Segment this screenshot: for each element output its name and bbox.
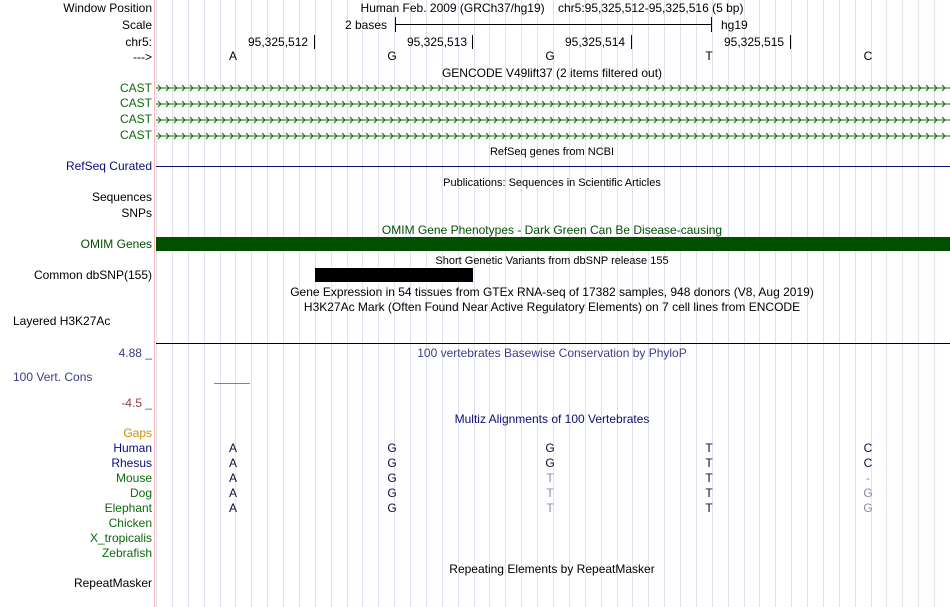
window-position-text[interactable]: Human Feb. 2009 (GRCh37/hg19) chr5:95,325,512-95,325,516 (5 bp) [360, 1, 744, 15]
gencode-gene-line[interactable] [156, 101, 950, 107]
assembly-label: hg19 [721, 18, 748, 32]
h3k27ac-baseline [156, 343, 950, 344]
repeatmasker-label[interactable]: RepeatMasker [73, 576, 152, 590]
alignment-base: G [387, 501, 397, 515]
alignment-base: T [546, 471, 554, 485]
base-4: T [705, 49, 713, 63]
omim-gene-bar[interactable] [156, 237, 950, 251]
scale-label: Scale [121, 18, 152, 32]
alignment-base: G [545, 456, 555, 470]
ruler-tick-1 [314, 35, 315, 49]
dbsnp-label[interactable]: Common dbSNP(155) [33, 268, 152, 282]
alignment-base: T [705, 486, 713, 500]
alignment-base: A [228, 501, 237, 515]
ruler-tick-2 [472, 35, 473, 49]
species-label-chicken[interactable]: Chicken [108, 516, 152, 530]
gaps-label[interactable]: Gaps [123, 426, 152, 440]
alignment-base: G [863, 486, 873, 500]
alignment-base: T [546, 486, 554, 500]
phylop-min-label: -4.5 _ [121, 396, 152, 410]
chrom-label: chr5: [125, 35, 152, 49]
base-1: A [228, 49, 237, 63]
scale-bar-left-tick [395, 17, 396, 32]
scale-text: 2 bases [345, 18, 388, 32]
alignment-base: C [863, 456, 873, 470]
alignment-base: T [546, 501, 554, 515]
species-label-elephant[interactable]: Elephant [104, 501, 152, 515]
alignment-base: T [705, 441, 713, 455]
alignment-base: G [545, 441, 555, 455]
phylop-label[interactable]: 100 Vert. Cons [13, 370, 93, 384]
scale-bar [395, 24, 711, 25]
alignment-base: T [705, 471, 713, 485]
refseq-gene-line[interactable] [156, 166, 950, 167]
phylop-track-title[interactable]: 100 vertebrates Basewise Conservation by PhyloP [417, 346, 687, 360]
alignment-base: G [863, 501, 873, 515]
omim-track-title[interactable]: OMIM Gene Phenotypes - Dark Green Can Be Disease-causing [381, 223, 723, 237]
window-position-label: Window Position [63, 1, 152, 15]
species-label-rhesus[interactable]: Rhesus [111, 456, 152, 470]
alignment-base: A [228, 441, 237, 455]
ruler-position-4: 95,325,515 [724, 35, 785, 49]
gencode-gene-lines[interactable] [156, 80, 950, 144]
multiz-track-title[interactable]: Multiz Alignments of 100 Vertebrates [454, 412, 650, 426]
gencode-track-title[interactable]: GENCODE V49lift37 (2 items filtered out) [441, 66, 663, 80]
h3k27ac-track-title[interactable]: H3K27Ac Mark (Often Found Near Active Regulatory Elements) on 7 cell lines from ENCODE [303, 300, 801, 314]
scale-bar-right-tick [711, 17, 712, 32]
dbsnp-track-title[interactable]: Short Genetic Variants from dbSNP release 155 [435, 255, 669, 267]
ruler-tick-4 [790, 35, 791, 49]
gencode-item-3-label[interactable]: CAST [119, 112, 152, 126]
base-3: G [545, 49, 555, 63]
alignment-base: A [228, 456, 237, 470]
alignment-base: A [228, 486, 237, 500]
ruler-position-2: 95,325,513 [407, 35, 468, 49]
publications-track-title[interactable]: Publications: Sequences in Scientific Articles [443, 177, 661, 189]
snps-label[interactable]: SNPs [121, 206, 152, 220]
alignment-base: G [387, 471, 397, 485]
gencode-gene-line[interactable] [156, 133, 950, 139]
alignment-base: G [387, 486, 397, 500]
gencode-gene-line[interactable] [156, 85, 950, 91]
species-label-zebrafish[interactable]: Zebrafish [101, 546, 152, 560]
dbsnp-variant-bar[interactable] [315, 268, 473, 282]
base-2: G [387, 49, 397, 63]
alignment-base: A [228, 471, 237, 485]
ruler-position-1: 95,325,512 [248, 35, 309, 49]
base-5: C [863, 49, 873, 63]
ruler-tick-3 [631, 35, 632, 49]
alignment-base: C [863, 441, 873, 455]
alignment-base: G [387, 441, 397, 455]
phylop-score-mark [214, 383, 250, 384]
gencode-item-2-label[interactable]: CAST [119, 96, 152, 110]
phylop-max-label: 4.88 _ [118, 346, 152, 360]
gencode-item-1-label[interactable]: CAST [119, 81, 152, 95]
alignment-base: G [387, 456, 397, 470]
alignment-base: T [705, 456, 713, 470]
gencode-item-4-label[interactable]: CAST [119, 128, 152, 142]
refseq-label[interactable]: RefSeq Curated [65, 159, 152, 173]
species-label-mouse[interactable]: Mouse [115, 471, 152, 485]
track-left-border [154, 0, 155, 607]
repeatmasker-track-title[interactable]: Repeating Elements by RepeatMasker [449, 562, 655, 576]
species-label-dog[interactable]: Dog [129, 486, 152, 500]
alignment-base: T [705, 501, 713, 515]
sequences-label[interactable]: Sequences [91, 190, 152, 204]
gencode-gene-line[interactable] [156, 117, 950, 123]
omim-label[interactable]: OMIM Genes [80, 237, 152, 251]
h3k27ac-label[interactable]: Layered H3K27Ac [13, 314, 111, 328]
ruler-position-3: 95,325,514 [565, 35, 626, 49]
species-label-x-tropicalis[interactable]: X_tropicalis [89, 531, 152, 545]
gtex-track-title[interactable]: Gene Expression in 54 tissues from GTEx RNA-seq of 17382 samples, 948 donors (V8, Aug 2019) [290, 285, 814, 299]
strand-label: ---> [133, 50, 152, 64]
species-label-human[interactable]: Human [113, 441, 152, 455]
refseq-track-title[interactable]: RefSeq genes from NCBI [489, 146, 615, 158]
alignment-base: - [866, 471, 870, 485]
